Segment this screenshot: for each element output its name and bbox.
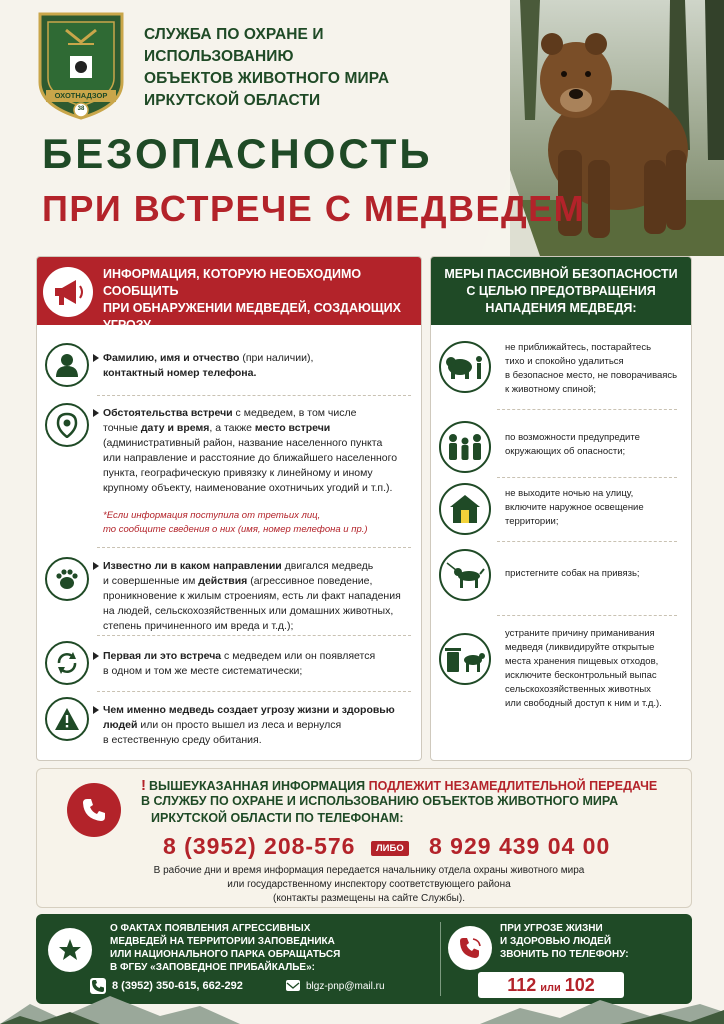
- text-line: не приближайтесь, постарайтесь: [505, 342, 652, 353]
- list-item-text: [505, 627, 687, 711]
- location-pin-icon: [45, 403, 89, 447]
- divider: [497, 409, 677, 410]
- emblem-number: 38: [77, 106, 85, 112]
- text-line: территории;: [505, 516, 559, 527]
- bold-text: Фамилию, имя и отчество: [103, 352, 240, 364]
- heading-line: ПРИ ОБНАРУЖЕНИИ МЕДВЕДЕЙ, СОЗДАЮЩИХ УГРОЗУ: [103, 301, 401, 332]
- emergency-notice: [500, 922, 680, 961]
- notice-line: ПРИ УГРОЗЕ ЖИЗНИ: [500, 923, 603, 934]
- exclamation-icon: !: [141, 777, 146, 794]
- page-title: БЕЗОПАСНОСТЬ: [42, 130, 433, 177]
- organization-name: [144, 24, 474, 112]
- or-text: или: [540, 982, 561, 994]
- bold-text: Первая ли это встреча: [103, 650, 222, 662]
- arrow-icon: [93, 409, 99, 417]
- repeat-icon: [45, 641, 89, 685]
- urgent-text-red: ПОДЛЕЖИТ НЕЗАМЕДЛИТЕЛЬНОЙ ПЕРЕДАЧЕ: [368, 779, 658, 793]
- house-light-icon: [439, 483, 491, 535]
- paw-icon: [45, 557, 89, 601]
- text-line: пристегните собак на привязь;: [505, 568, 640, 579]
- phone-number-primary[interactable]: 8 (3952) 208-576: [163, 833, 356, 859]
- megaphone-icon: [43, 267, 93, 317]
- dog-on-leash-icon: [439, 549, 491, 601]
- org-line: СЛУЖБА ПО ОХРАНЕ И ИСПОЛЬЗОВАНИЮ: [144, 26, 324, 65]
- phone-ringing-icon: [448, 926, 492, 970]
- report-info-heading: [37, 257, 421, 349]
- notice-line: О ФАКТАХ ПОЯВЛЕНИЯ АГРЕССИВНЫХ: [110, 923, 311, 934]
- divider: [497, 477, 677, 478]
- reserve-notice: [110, 922, 370, 974]
- divider: [97, 547, 411, 548]
- text-line: включите наружное освещение: [505, 502, 644, 513]
- heading-line: ЖИЗНИ И ЗДОРОВЬЮ ЛЮДЕЙ:: [103, 335, 296, 349]
- text-line: в безопасное место, не поворачиваясь: [505, 370, 678, 381]
- notice-line: ИЛИ НАЦИОНАЛЬНОГО ПАРКА ОБРАЩАТЬСЯ: [110, 949, 341, 960]
- bold-text: место встречи: [254, 422, 331, 434]
- bold-text: Чем именно медведь создает угрозу жизни и здоровью: [103, 704, 395, 716]
- reserve-contact-section: [36, 914, 692, 1004]
- passive-safety-panel: [430, 256, 692, 761]
- phone-contact-section: [36, 768, 692, 908]
- reserve-email[interactable]: blgz-pnp@mail.ru: [306, 981, 385, 992]
- list-item-text: [505, 487, 687, 529]
- notice-line: МЕДВЕДЕЙ НА ТЕРРИТОРИИ ЗАПОВЕДНИКА: [110, 936, 335, 947]
- list-item-text: [505, 567, 687, 581]
- heading-line: МЕРЫ ПАССИВНОЙ БЕЗОПАСНОСТИ: [444, 267, 678, 281]
- divider: [497, 541, 677, 542]
- text-line: к животному спиной;: [505, 384, 597, 395]
- page-subtitle: ПРИ ВСТРЕЧЕ С МЕДВЕДЕМ: [42, 188, 586, 229]
- list-item-text: Чем именно медведь создает угрозу жизни и здоровью людей или он просто вышел из леса и вернулся в естественную среду обитания.: [103, 704, 395, 746]
- star-icon: [48, 928, 92, 972]
- or-badge: ЛИБО: [371, 841, 409, 856]
- notice-line: И ЗДОРОВЬЮ ЛЮДЕЙ: [500, 936, 612, 947]
- bold-text: контактный номер телефона.: [103, 367, 257, 379]
- phone-icon: [67, 783, 121, 837]
- bold-text: людей: [103, 719, 138, 731]
- divider: [97, 395, 411, 396]
- bold-text: Известно ли в каком направлении: [103, 560, 282, 572]
- note-line: *Если информация поступила от третьих лиц,: [103, 510, 321, 521]
- note-line: или государственному инспектору соответствующего района: [227, 879, 511, 890]
- urgent-transfer-line: [141, 777, 657, 794]
- bear-and-person-icon: [439, 341, 491, 393]
- text-line: по возможности предупредите: [505, 432, 640, 443]
- text-line: не выходите ночью на улицу,: [505, 488, 634, 499]
- phone-number-mobile[interactable]: 8 929 439 04 00: [429, 833, 611, 859]
- org-line: ОБЪЕКТОВ ЖИВОТНОГО МИРА: [144, 70, 390, 87]
- trash-and-cow-icon: [439, 633, 491, 685]
- note-line: В рабочие дни и время информация передается начальнику отдела охраны животного мира: [153, 865, 585, 876]
- list-item-text: Фамилию, имя и отчество (при наличии), контактный номер телефона.: [103, 352, 314, 379]
- service-line: В СЛУЖБУ ПО ОХРАНЕ И ИСПОЛЬЗОВАНИЮ ОБЪЕКТОВ ЖИВОТНОГО МИРА: [141, 794, 619, 808]
- arrow-icon: [93, 354, 99, 362]
- bold-text: дату и время: [140, 422, 210, 434]
- emergency-number-112[interactable]: 112: [507, 975, 537, 995]
- mountains-decoration: [0, 992, 724, 1024]
- arrow-icon: [93, 652, 99, 660]
- note-line: то сообщите сведения о них (имя, номер телефона и пр.): [103, 524, 368, 535]
- reserve-phone[interactable]: 8 (3952) 350-615, 662-292: [112, 980, 243, 992]
- divider: [440, 922, 441, 996]
- arrow-icon: [93, 706, 99, 714]
- org-line: ИРКУТСКОЙ ОБЛАСТИ: [144, 92, 321, 109]
- mail-icon: [286, 980, 300, 991]
- notice-line: В ФГБУ «ЗАПОВЕДНОЕ ПРИБАЙКАЛЬЕ»:: [110, 962, 315, 973]
- report-info-panel: [36, 256, 422, 761]
- bold-text: Обстоятельства встречи: [103, 407, 233, 419]
- note-line: (контакты размещены на сайте Службы).: [273, 893, 465, 904]
- heading-line: ИНФОРМАЦИЯ, КОТОРУЮ НЕОБХОДИМО СООБЩИТЬ: [103, 267, 362, 298]
- list-item-text: Известно ли в каком направлении двигался медведь и совершенные им действия (агрессивное поведение, проникновение к жилым строениям, есть ли факт нападения на людей, сельскохозяйственных или домашних животных, степень причиненного им вреда и т.д.);: [103, 560, 401, 632]
- bold-text: действия: [198, 575, 248, 587]
- text-line: исключите бесконтрольный выпас: [505, 670, 657, 681]
- heading-line: С ЦЕЛЬЮ ПРЕДОТВРАЩЕНИЯ: [466, 284, 656, 298]
- divider: [97, 635, 411, 636]
- emblem-text: ОХОТНАДЗОР: [54, 91, 108, 100]
- person-icon: [45, 343, 89, 387]
- list-item-text: Обстоятельства встречи с медведем, в том числе точные дату и время, а также место встречи (административный район, название населенного пункта или направление и расстояние до ближайшего населенного пункта, географическую привязку к линейному и иному крупному объекту, наименование охотничьих угодий и т.п.).: [103, 407, 398, 494]
- divider: [497, 615, 677, 616]
- notice-line: ЗВОНИТЬ ПО ТЕЛЕФОНУ:: [500, 949, 629, 960]
- text-line: сельскохозяйственных животных: [505, 684, 651, 695]
- region-line: ИРКУТСКОЙ ОБЛАСТИ ПО ТЕЛЕФОНАМ:: [151, 811, 404, 825]
- third-party-note: [103, 509, 421, 537]
- list-item-text: Первая ли это встреча с медведем или он появляется в одном и том же месте систематически;: [103, 650, 376, 677]
- urgent-text: ВЫШЕУКАЗАННАЯ ИНФОРМАЦИЯ: [149, 779, 369, 793]
- heading-line: НАПАДЕНИЯ МЕДВЕДЯ:: [485, 301, 637, 315]
- emergency-number-102[interactable]: 102: [564, 975, 595, 995]
- text-line: окружающих об опасности;: [505, 446, 626, 457]
- text-line: или свободный доступ к ним и т.д.).: [505, 698, 662, 709]
- divider: [97, 691, 411, 692]
- list-item-text: [505, 431, 687, 459]
- text-line: места хранения пищевых отходов,: [505, 656, 659, 667]
- passive-safety-heading: [431, 257, 691, 325]
- text-line: тихо и спокойно удалиться: [505, 356, 624, 367]
- warning-icon: [45, 697, 89, 741]
- text-line: медведя (ликвидируйте открытые: [505, 642, 655, 653]
- list-item-text: [505, 341, 687, 397]
- family-icon: [439, 421, 491, 473]
- arrow-icon: [93, 562, 99, 570]
- working-hours-note: [107, 864, 631, 906]
- text-line: устраните причину приманивания: [505, 628, 655, 639]
